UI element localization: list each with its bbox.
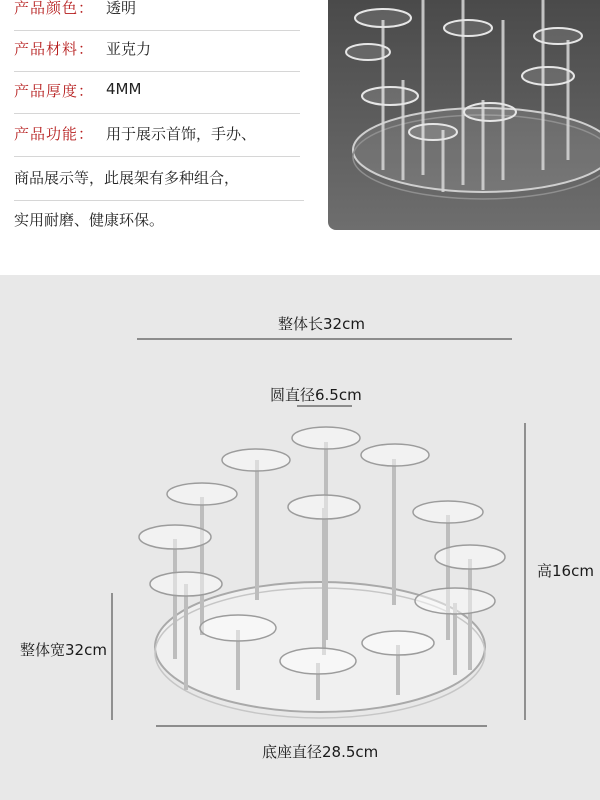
spec-label: 产品材料： [14,40,95,58]
spec-row-material [14,27,300,72]
height-label: 高16cm [537,562,594,580]
spec-row-thickness [14,69,300,114]
base-diameter-label: 底座直径28.5cm [262,743,379,761]
spec-value: 4MM [106,80,142,98]
acrylic-stand-photo [328,0,600,230]
spec-row-function [14,112,300,157]
description-line: 实用耐磨、健康环保。 [14,211,165,229]
overall-width-label: 整体宽32cm [20,641,107,659]
product-photo-top [328,0,600,230]
acrylic-stand-diagram [0,275,600,800]
description-line: 商品展示等，此展架有多种组合， [14,156,304,201]
spec-label: 产品功能： [14,125,95,143]
spec-value: 亚克力 [106,40,152,58]
spec-value: 用于展示首饰，手办、 [106,125,257,143]
dimension-panel [0,275,600,800]
spec-label: 产品厚度： [14,82,95,100]
overall-length-label: 整体长32cm [278,315,365,333]
round-diameter-label: 圆直径6.5cm [270,386,362,404]
spec-label: 产品颜色： [14,0,95,17]
spec-value: 透明 [106,0,137,17]
spec-panel [0,0,320,240]
